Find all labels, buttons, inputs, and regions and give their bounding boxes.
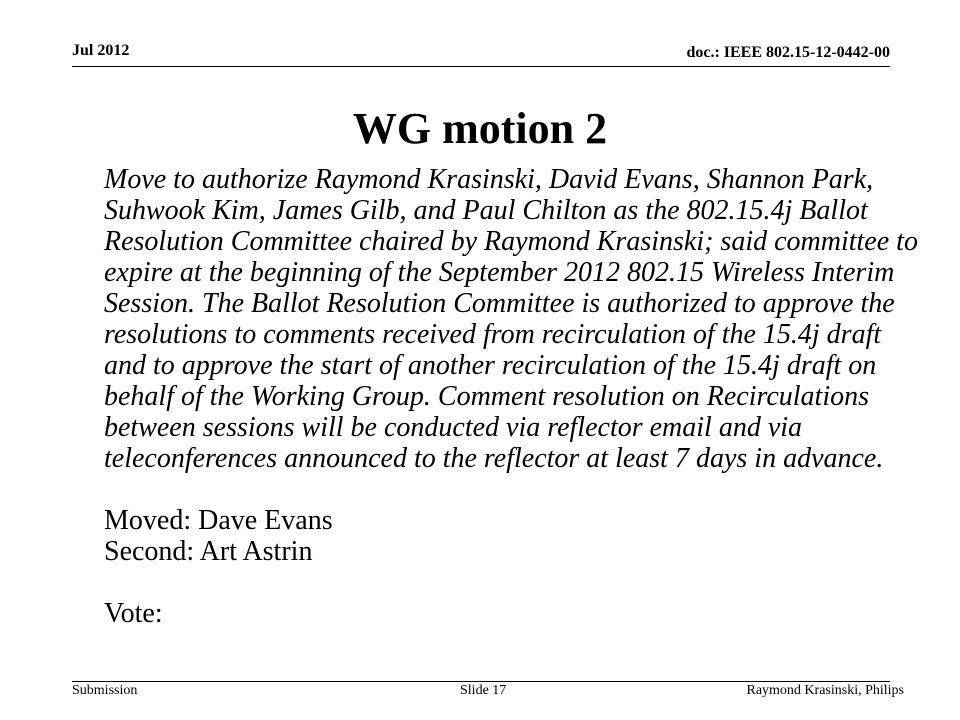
motion-text: Move to authorize Raymond Krasinski, David Evans, Shannon Park, Suhwook Kim, James Gilb, and Paul Chilton as the 802.15.4j Ballot Resolution Committee chaired by Raymond Krasinski; said committee to expire at the beginning of the September 2012 802.15 Wireless Interim Session. The Ballot Resolution Committee is authorized to approve the resolutions to comments received from recirculation of the 15.4j draft and to approve the start of another recirculation of the 15.4j draft on behalf of the Working Group. Comment resolution on Recirculations between sessions will be conducted via reflector email and via teleconferences announced to the reflector at least 7 days in advance.: [104, 164, 918, 474]
footer-author: Raymond Krasinski, Philips: [746, 683, 904, 698]
body-spacer: [104, 474, 924, 505]
slide-body: [104, 164, 924, 629]
header-doc-id: doc.: IEEE 802.15-12-0442-00: [686, 44, 890, 61]
footer-divider: [72, 681, 890, 682]
footer-slide-number: Slide 17: [460, 683, 507, 698]
header-date: Jul 2012: [72, 42, 130, 59]
moved-by: Moved: Dave Evans: [104, 505, 333, 536]
seconded-by: Second: Art Astrin: [104, 536, 313, 567]
slide-title: WG motion 2: [352, 104, 608, 153]
footer-submission: Submission: [72, 683, 138, 698]
header-divider: [72, 66, 890, 67]
vote-label: Vote:: [104, 598, 163, 629]
body-spacer: [104, 567, 924, 598]
